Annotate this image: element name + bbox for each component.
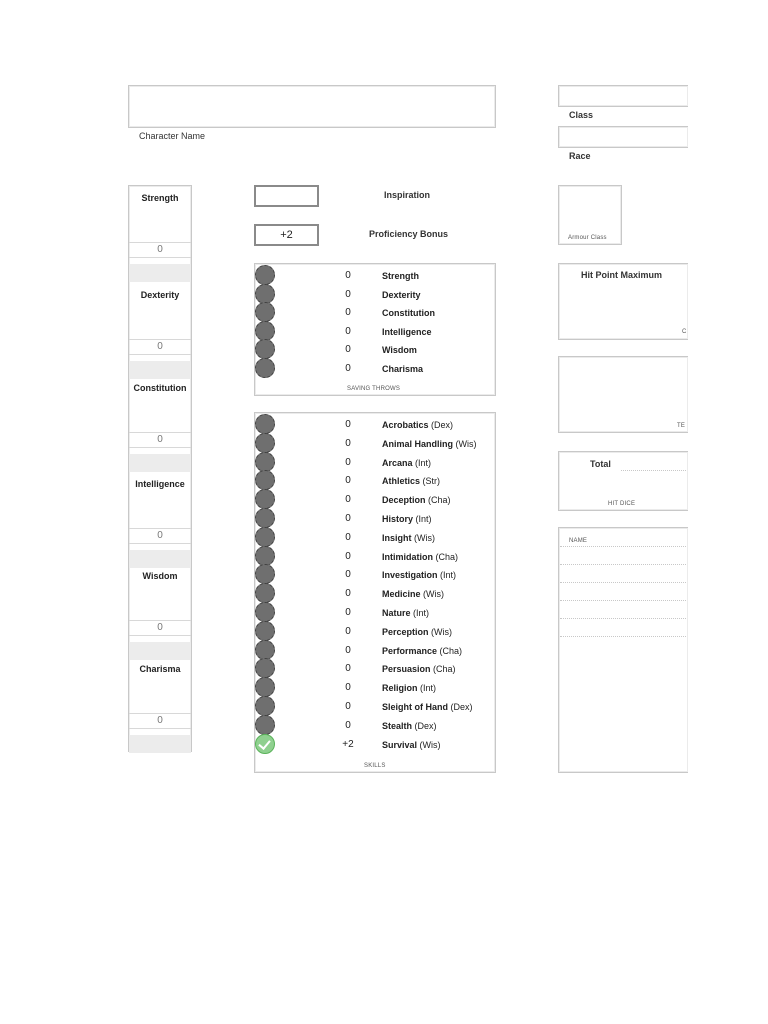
saving-throws-caption: SAVING THROWS <box>347 386 401 392</box>
skill-name: History (Int) <box>382 514 432 524</box>
skill-name: Nature (Int) <box>382 608 430 618</box>
skill-name: Persuasion (Cha) <box>382 664 456 674</box>
skill-name: Performance (Cha) <box>382 646 463 656</box>
skill-name: Medicine (Wis) <box>382 589 445 599</box>
skill-value: 0 <box>345 663 351 674</box>
skill-ability-tag: (Cha) <box>430 664 456 674</box>
skill-name: Acrobatics (Dex) <box>382 420 454 430</box>
ability-modifier: 0 <box>157 244 163 255</box>
proficiency-bonus-field[interactable] <box>254 224 319 246</box>
skill-value: 0 <box>345 645 351 656</box>
skill-ability-tag: (Cha) <box>425 495 451 505</box>
skill-value: 0 <box>345 494 351 505</box>
skill-value: 0 <box>345 701 351 712</box>
skill-value: 0 <box>345 532 351 543</box>
skill-name: Investigation (Int) <box>382 570 457 580</box>
skill-proficiency-toggle[interactable] <box>255 564 275 584</box>
skill-proficiency-toggle[interactable] <box>255 508 275 528</box>
skill-proficiency-toggle[interactable] <box>255 527 275 547</box>
ability-divider <box>129 728 191 729</box>
skill-value: 0 <box>345 682 351 693</box>
skill-ability-tag: (Wis) <box>428 627 453 637</box>
skill-name: Intimidation (Cha) <box>382 552 459 562</box>
skill-ability-tag: (Int) <box>410 608 430 618</box>
skill-ability-tag: (Dex) <box>428 420 454 430</box>
proficiency-bonus-value: +2 <box>280 229 293 241</box>
skill-ability-tag: (Wis) <box>417 740 441 750</box>
class-field[interactable] <box>558 85 688 107</box>
skill-proficiency-toggle[interactable] <box>255 452 275 472</box>
ability-modifier: 0 <box>157 530 163 541</box>
ability-divider <box>129 257 191 258</box>
attack-row-line <box>560 546 686 547</box>
skill-ability-tag: (Int) <box>412 458 432 468</box>
ability-divider <box>129 620 191 621</box>
skill-name: Sleight of Hand (Dex) <box>382 702 473 712</box>
skill-ability-tag: (Dex) <box>412 721 437 731</box>
attack-row-line <box>560 600 686 601</box>
saving-throw-name: Constitution <box>382 308 435 318</box>
skill-value: 0 <box>345 438 351 449</box>
attack-row-line <box>560 636 686 637</box>
saving-throw-proficiency-toggle[interactable] <box>255 302 275 322</box>
ability-divider <box>129 635 191 636</box>
skill-proficiency-toggle[interactable] <box>255 696 275 716</box>
ability-score-field[interactable] <box>130 306 190 340</box>
ability-shade <box>129 264 191 282</box>
saving-throw-proficiency-toggle[interactable] <box>255 339 275 359</box>
skill-name: Deception (Cha) <box>382 495 451 505</box>
saving-throw-value: 0 <box>345 326 351 337</box>
skill-value: 0 <box>345 588 351 599</box>
skill-ability-tag: (Int) <box>437 570 457 580</box>
skill-ability-tag: (Int) <box>413 514 432 524</box>
skill-proficiency-toggle[interactable] <box>255 658 275 678</box>
temporary-hp-panel[interactable] <box>558 356 688 433</box>
ability-divider <box>129 543 191 544</box>
ability-name: Charisma <box>139 664 181 674</box>
ability-divider <box>129 339 191 340</box>
hit-dice-total-line <box>621 470 686 471</box>
skill-ability-tag: (Str) <box>420 476 441 486</box>
skill-proficiency-toggle[interactable] <box>255 677 275 697</box>
ability-divider <box>129 447 191 448</box>
skill-ability-tag: (Wis) <box>411 533 435 543</box>
ability-shade <box>129 642 191 660</box>
skill-value: 0 <box>345 513 351 524</box>
skill-value: 0 <box>345 551 351 562</box>
skill-ability-tag: (Wis) <box>453 439 477 449</box>
race-label: Race <box>569 151 591 161</box>
character-name-field[interactable] <box>128 85 496 128</box>
skill-name: Insight (Wis) <box>382 533 435 543</box>
ability-score-field[interactable] <box>130 399 190 433</box>
inspiration-field[interactable] <box>254 185 319 207</box>
ability-divider <box>129 242 191 243</box>
ability-modifier: 0 <box>157 715 163 726</box>
skill-value: 0 <box>345 457 351 468</box>
ability-score-field[interactable] <box>130 587 190 621</box>
saving-throw-name: Charisma <box>382 364 424 374</box>
skill-proficiency-toggle[interactable] <box>255 583 275 603</box>
skill-proficiency-toggle[interactable] <box>255 621 275 641</box>
ability-shade <box>129 361 191 379</box>
skills-panel <box>254 412 496 773</box>
attacks-name-header: NAME <box>569 538 588 544</box>
race-field[interactable] <box>558 126 688 148</box>
skill-value: 0 <box>345 569 351 580</box>
saving-throws-panel <box>254 263 496 396</box>
hit-dice-caption: HIT DICE <box>608 501 636 507</box>
ability-shade <box>129 735 191 753</box>
armour-class-label: Armour Class <box>568 235 607 241</box>
ability-modifier: 0 <box>157 622 163 633</box>
saving-throw-proficiency-toggle[interactable] <box>255 265 275 285</box>
attack-row-line <box>560 582 686 583</box>
skill-name: Religion (Int) <box>382 683 437 693</box>
attack-row-line <box>560 564 686 565</box>
ability-divider <box>129 713 191 714</box>
ability-modifier: 0 <box>157 341 163 352</box>
ability-name: Strength <box>141 193 179 203</box>
skill-name: Arcana (Int) <box>382 458 432 468</box>
saving-throw-value: 0 <box>345 344 351 355</box>
saving-throw-proficiency-toggle[interactable] <box>255 358 275 378</box>
ability-name: Dexterity <box>140 290 180 300</box>
ability-name: Constitution <box>133 383 187 393</box>
skill-proficiency-toggle[interactable] <box>255 433 275 453</box>
ability-divider <box>129 432 191 433</box>
skill-ability-tag: (Cha) <box>433 552 459 562</box>
ability-divider <box>129 528 191 529</box>
skill-ability-tag: (Dex) <box>448 702 473 712</box>
skill-value: 0 <box>345 607 351 618</box>
skill-proficiency-toggle[interactable] <box>255 470 275 490</box>
saving-throw-value: 0 <box>345 307 351 318</box>
ability-divider <box>129 354 191 355</box>
skill-name: Animal Handling (Wis) <box>382 439 477 449</box>
skill-proficiency-toggle[interactable] <box>255 715 275 735</box>
skill-proficiency-toggle[interactable] <box>255 640 275 660</box>
saving-throw-name: Dexterity <box>382 290 421 300</box>
ability-shade <box>129 454 191 472</box>
saving-throw-value: 0 <box>345 289 351 300</box>
skill-proficiency-toggle[interactable] <box>255 489 275 509</box>
skill-proficiency-toggle[interactable] <box>255 414 275 434</box>
character-name-label: Character Name <box>139 131 206 141</box>
skill-value: 0 <box>345 626 351 637</box>
saving-throw-name: Wisdom <box>382 345 417 355</box>
ability-score-field[interactable] <box>130 495 190 529</box>
saving-throw-proficiency-toggle[interactable] <box>255 284 275 304</box>
inspiration-label: Inspiration <box>384 190 431 200</box>
ability-score-field[interactable] <box>130 680 190 714</box>
ability-name: Wisdom <box>142 571 178 581</box>
hit-dice-total-label: Total <box>590 459 611 469</box>
proficiency-bonus-label: Proficiency Bonus <box>369 229 449 239</box>
saving-throw-name: Intelligence <box>382 327 432 337</box>
saving-throw-name: Strength <box>382 271 419 281</box>
skill-proficiency-toggle[interactable] <box>255 602 275 622</box>
skill-value: +2 <box>342 739 354 750</box>
saving-throw-value: 0 <box>345 270 351 281</box>
class-label: Class <box>569 110 594 120</box>
temporary-hp-cut-label: TE <box>677 423 686 429</box>
skill-value: 0 <box>345 475 351 486</box>
current-hp-cut-label: C <box>682 329 687 335</box>
ability-name: Intelligence <box>135 479 185 489</box>
skill-ability-tag: (Wis) <box>420 589 445 599</box>
ability-modifier: 0 <box>157 434 163 445</box>
ability-score-field[interactable] <box>130 209 190 243</box>
skill-name: Athletics (Str) <box>382 476 441 486</box>
skills-caption: SKILLS <box>364 763 386 769</box>
saving-throw-value: 0 <box>345 363 351 374</box>
skill-ability-tag: (Cha) <box>437 646 463 656</box>
hit-point-maximum-label: Hit Point Maximum <box>581 270 663 280</box>
skill-proficiency-toggle[interactable] <box>255 734 275 754</box>
skill-name: Survival (Wis) <box>382 740 441 750</box>
skill-ability-tag: (Int) <box>417 683 437 693</box>
attack-row-line <box>560 618 686 619</box>
skill-name: Stealth (Dex) <box>382 721 437 731</box>
skill-value: 0 <box>345 720 351 731</box>
saving-throw-proficiency-toggle[interactable] <box>255 321 275 341</box>
skill-proficiency-toggle[interactable] <box>255 546 275 566</box>
skill-name: Perception (Wis) <box>382 627 453 637</box>
ability-shade <box>129 550 191 568</box>
skill-value: 0 <box>345 419 351 430</box>
